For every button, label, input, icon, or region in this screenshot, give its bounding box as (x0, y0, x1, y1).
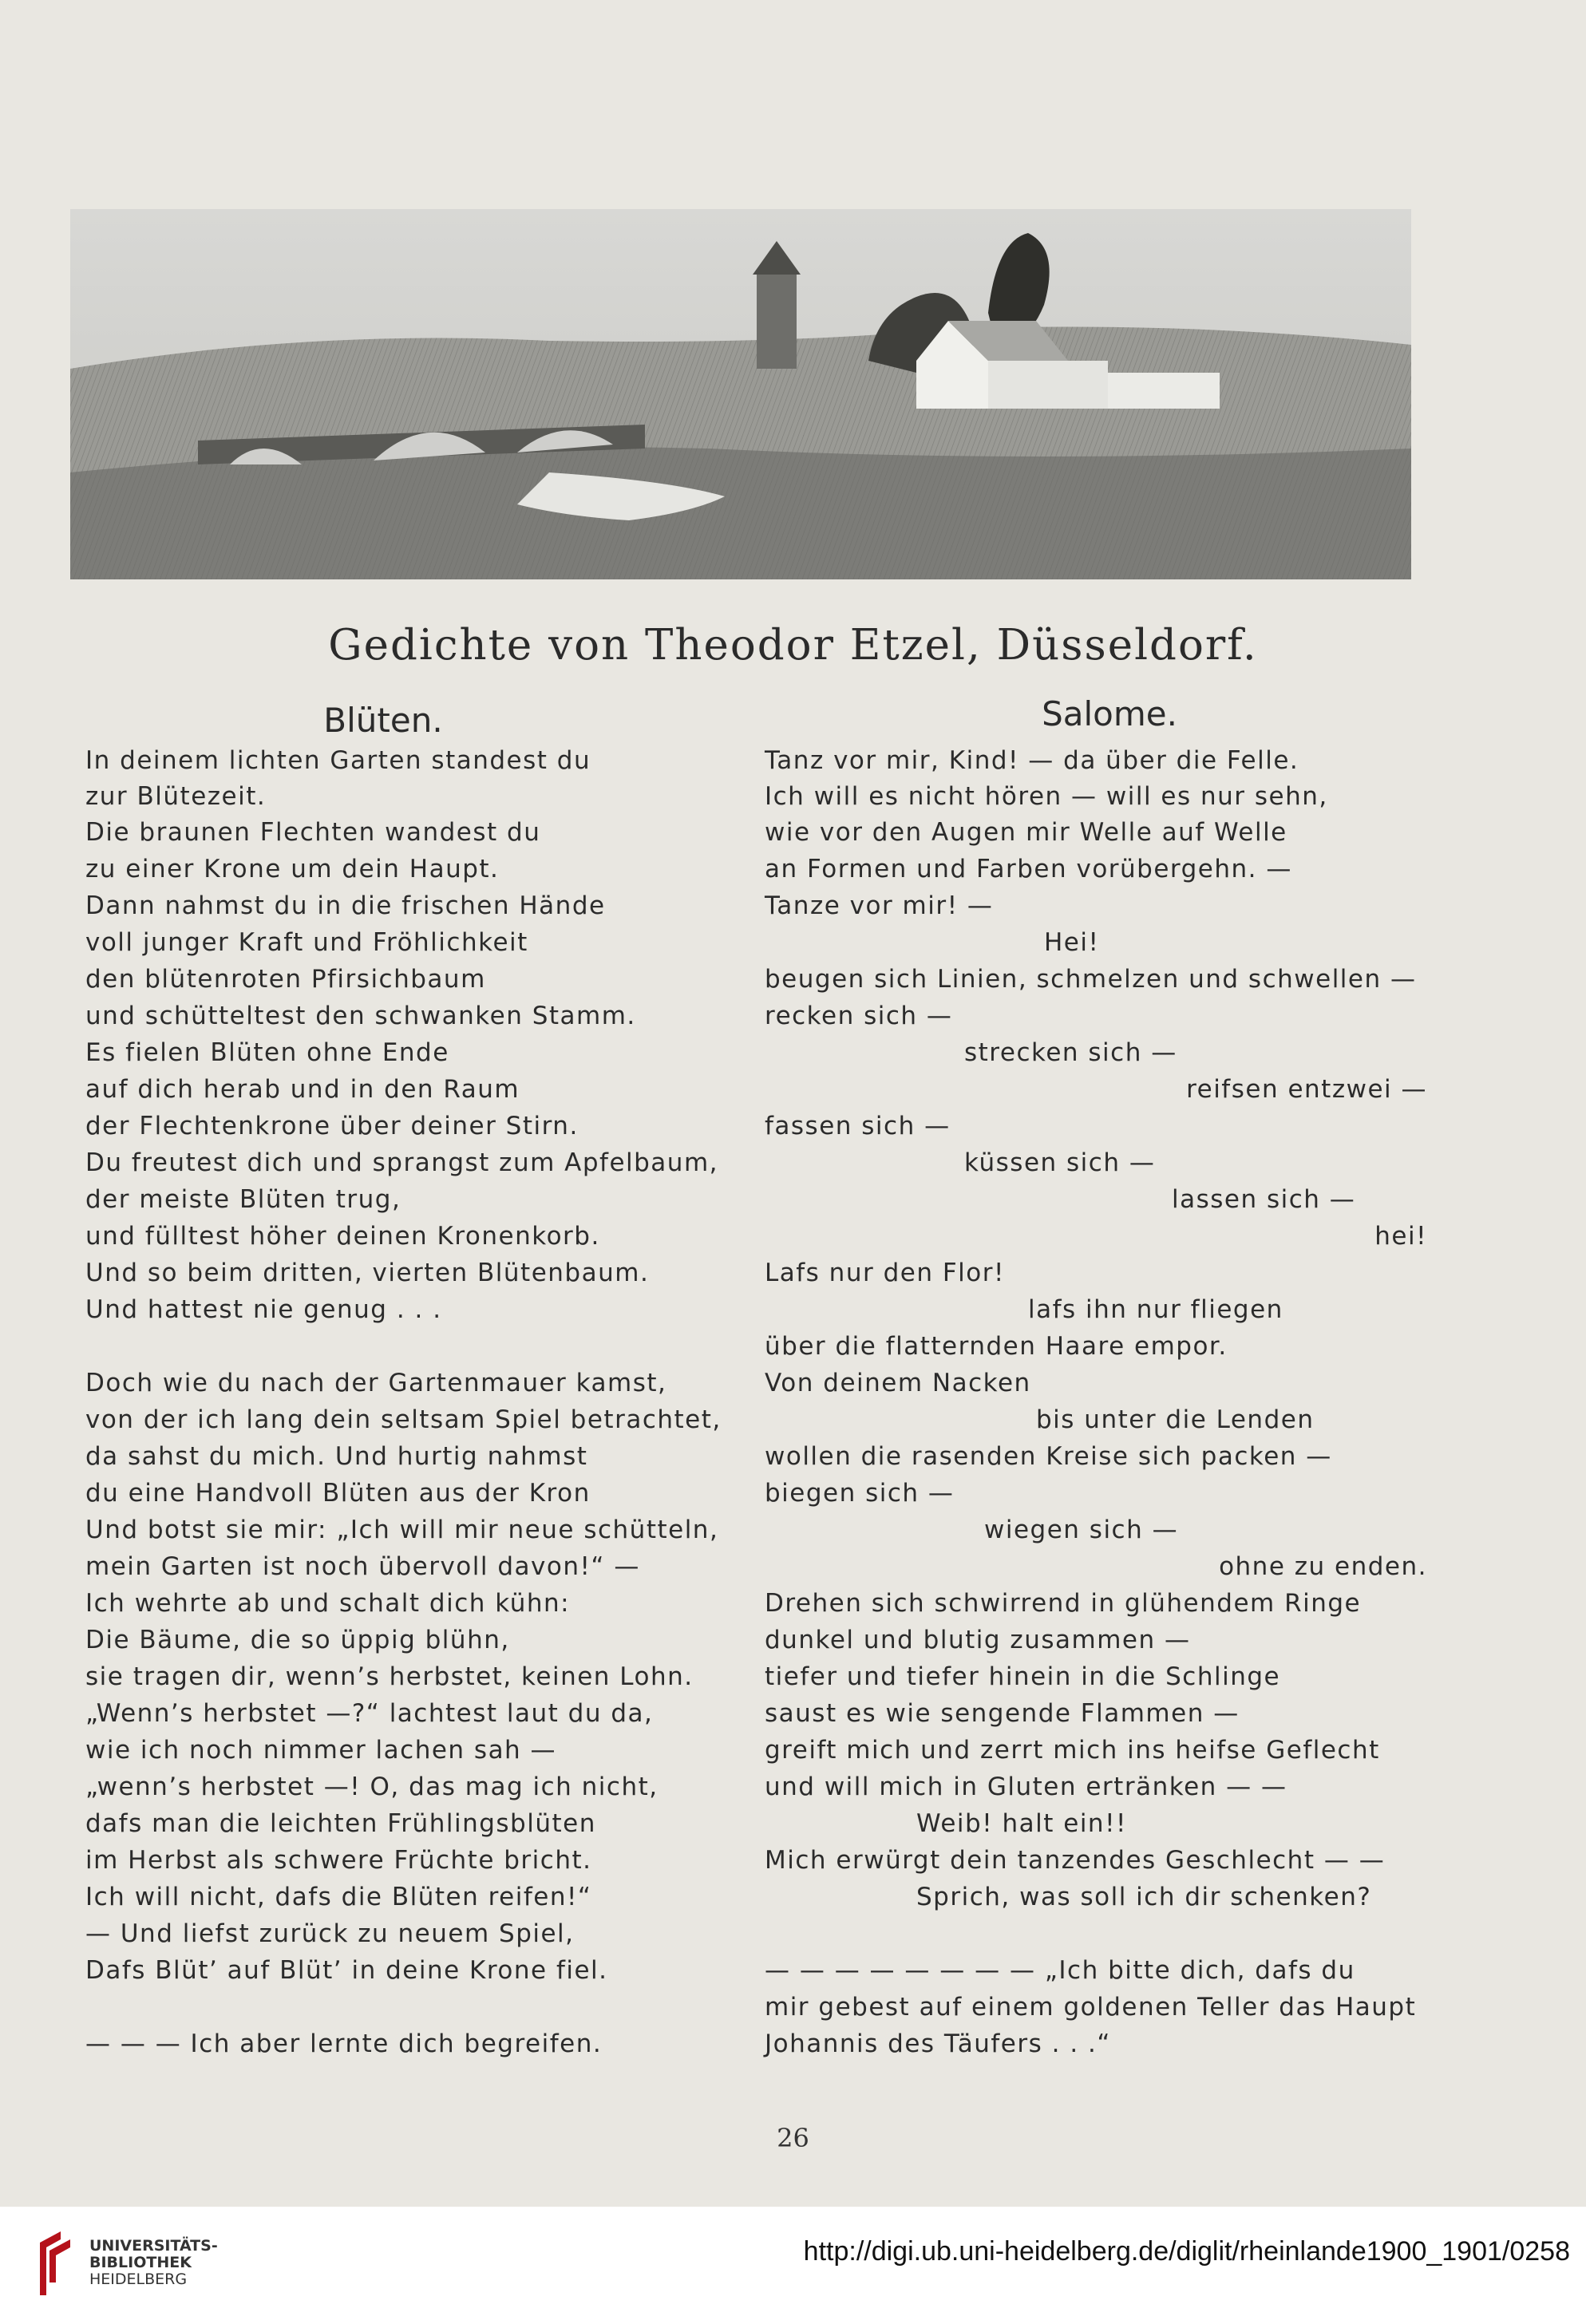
poem-line: sie tragen dir, wenn’s herbstet, keinen Lohn. (85, 1662, 694, 1691)
poem-line: In deinem lichten Garten standest du (85, 746, 591, 775)
poem-line: da sahst du mich. Und hurtig nahmst (85, 1442, 588, 1471)
poem-line: Ich will es nicht hören — will es nur sehn, (765, 782, 1328, 811)
poem-line: Tanz vor mir, Kind! — da über die Felle. (765, 746, 1299, 775)
poem-salome (765, 0, 1427, 2155)
poem-line: fassen sich — (765, 1112, 951, 1140)
poem-line: Hei! (1044, 928, 1100, 957)
poem-line: von der ich lang dein seltsam Spiel betrachtet, (85, 1405, 722, 1434)
poem-line: bis unter die Lenden (1036, 1405, 1315, 1434)
poem-line: lassen sich — (1172, 1185, 1356, 1214)
poem-line: tiefer und tiefer hinein in die Schlinge (765, 1662, 1281, 1691)
poem-line: „wenn’s herbstet —! O, das mag ich nicht, (85, 1773, 659, 1801)
poem-line: „Wenn’s herbstet —?“ lachtest laut du da, (85, 1699, 654, 1728)
poem-line: wie ich noch nimmer lachen sah — (85, 1736, 557, 1765)
page-title: Gedichte von Theodor Etzel, Düsseldorf. (328, 621, 1258, 670)
poem-line: biegen sich — (765, 1479, 955, 1508)
poem-line: ohne zu enden. (1219, 1552, 1427, 1581)
poem-line: Drehen sich schwirrend in glühendem Ringe (765, 1589, 1362, 1618)
poem-line: Mich erwürgt dein tanzendes Geschlecht — — (765, 1846, 1386, 1875)
poem-line: Und hattest nie genug . . . (85, 1295, 442, 1324)
poem-line: Du freutest dich und sprangst zum Apfelbaum, (85, 1148, 719, 1177)
poem-line: wollen die rasenden Kreise sich packen — (765, 1442, 1332, 1471)
poem-line: reifsen entzwei — (1186, 1075, 1427, 1104)
poem-line: mir gebest auf einem goldenen Teller das Haupt (765, 1993, 1417, 2022)
poem-line: auf dich herab und in den Raum (85, 1075, 520, 1104)
poem-line: lafs ihn nur fliegen (1028, 1295, 1283, 1324)
poem-line: und fülltest höher deinen Kronenkorb. (85, 1222, 600, 1251)
poem-line: an Formen und Farben vorübergehn. — (765, 855, 1292, 883)
poem-line: Dafs Blüt’ auf Blüt’ in deine Krone fiel. (85, 1956, 608, 1985)
poem-line: Tanze vor mir! — (765, 891, 994, 920)
poem-line: im Herbst als schwere Früchte bricht. (85, 1846, 592, 1875)
poem-line: Johannis des Täufers . . .“ (765, 2030, 1111, 2058)
poem-line: saust es wie sengende Flammen — (765, 1699, 1240, 1728)
poem-line: Lafs nur den Flor! (765, 1259, 1005, 1287)
poem-line: — — — Ich aber lernte dich begreifen. (85, 2030, 603, 2058)
poem-line: Weib! halt ein!! (916, 1809, 1127, 1838)
poem-line: — — — — — — — — „Ich bitte dich, dafs du (765, 1956, 1355, 1985)
poem-line: greift mich und zerrt mich ins heifse Geflecht (765, 1736, 1380, 1765)
poem-line: dafs man die leichten Frühlingsblüten (85, 1809, 596, 1838)
poem-line: — Und liefst zurück zu neuem Spiel, (85, 1919, 575, 1948)
poem-line: wiegen sich — (984, 1516, 1179, 1544)
poem-line: den blütenroten Pfirsichbaum (85, 965, 486, 994)
poem-title-salome: Salome. (1042, 694, 1177, 733)
poem-line: über die flatternden Haare empor. (765, 1332, 1228, 1361)
poem-line: Die Bäume, die so üppig blühn, (85, 1626, 510, 1654)
poem-line: hei! (1374, 1222, 1427, 1251)
poem-line: küssen sich — (964, 1148, 1156, 1177)
poem-line: zu einer Krone um dein Haupt. (85, 855, 500, 883)
poem-line: Dann nahmst du in die frischen Hände (85, 891, 606, 920)
poem-line: der meiste Blüten trug, (85, 1185, 401, 1214)
footer-org-line3: HEIDELBERG (89, 2271, 188, 2288)
poem-line: dunkel und blutig zusammen — (765, 1626, 1191, 1654)
poem-line: der Flechtenkrone über deiner Stirn. (85, 1112, 579, 1140)
poem-line: Die braunen Flechten wandest du (85, 818, 541, 847)
poem-title-blueten: Blüten. (323, 701, 443, 740)
poem-line: Und so beim dritten, vierten Blütenbaum. (85, 1259, 650, 1287)
poem-line: du eine Handvoll Blüten aus der Kron (85, 1479, 591, 1508)
footer-permalink[interactable]: http://digi.ub.uni-heidelberg.de/diglit/rheinlande1900_1901/0258 (803, 2236, 1570, 2267)
poem-line: Ich will nicht, dafs die Blüten reifen!“ (85, 1883, 592, 1911)
poem-line: und schütteltest den schwanken Stamm. (85, 1002, 636, 1030)
poem-line: strecken sich — (964, 1038, 1177, 1067)
poem-line: mein Garten ist noch übervoll davon!“ — (85, 1552, 640, 1581)
poem-line: voll junger Kraft und Fröhlichkeit (85, 928, 528, 957)
poem-line: Es fielen Blüten ohne Ende (85, 1038, 449, 1067)
footer-org-line2: BIBLIOTHEK (89, 2254, 192, 2271)
page-number: 26 (777, 2123, 809, 2153)
poem-line: recken sich — (765, 1002, 953, 1030)
footer-org-line1: UNIVERSITÄTS- (89, 2237, 218, 2255)
poem-line: Sprich, was soll ich dir schenken? (916, 1883, 1372, 1911)
poem-line: Doch wie du nach der Gartenmauer kamst, (85, 1369, 667, 1397)
poem-line: Von deinem Nacken (765, 1369, 1031, 1397)
university-library-logo-icon (35, 2227, 73, 2300)
poem-line: und will mich in Gluten ertränken — — (765, 1773, 1287, 1801)
poem-line: beugen sich Linien, schmelzen und schwellen — (765, 965, 1417, 994)
poem-line: wie vor den Augen mir Welle auf Welle (765, 818, 1287, 847)
footer-organization (89, 2238, 218, 2288)
poem-line: Ich wehrte ab und schalt dich kühn: (85, 1589, 571, 1618)
poem-line: zur Blütezeit. (85, 782, 267, 811)
poem-blueten (85, 0, 740, 2155)
poem-line: Und botst sie mir: „Ich will mir neue schütteln, (85, 1516, 719, 1544)
